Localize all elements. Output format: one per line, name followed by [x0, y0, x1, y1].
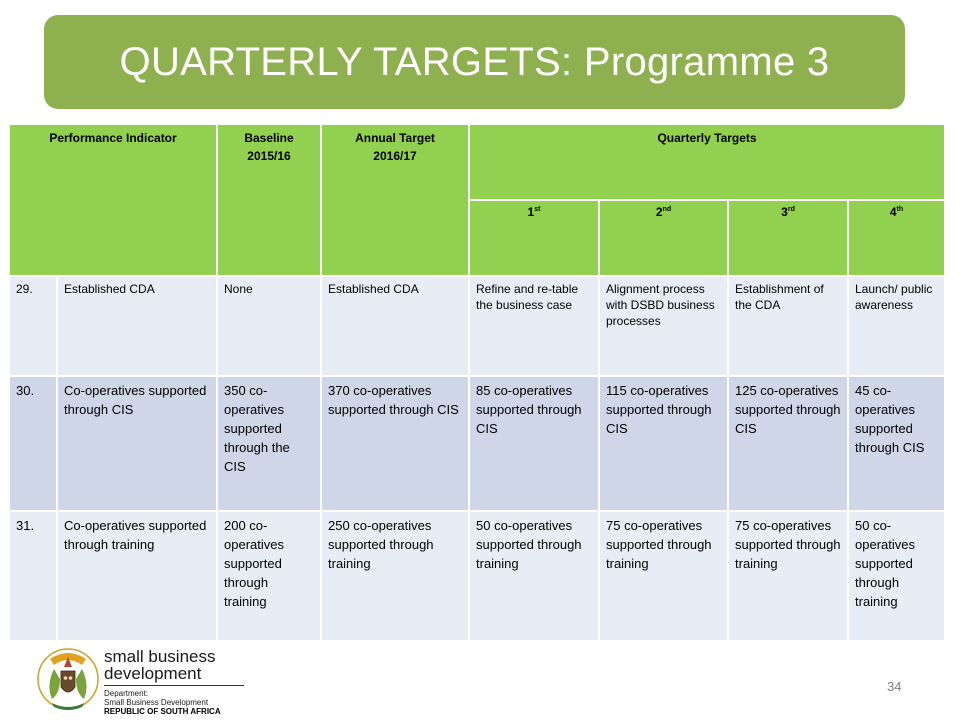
table-row [9, 276, 945, 376]
row-baseline: 350 co-operatives supported through the CIS [217, 376, 321, 511]
row-annual-target: 250 co-operatives supported through training [321, 511, 469, 641]
header-q4: 4th [848, 200, 945, 276]
department-brand [104, 648, 244, 716]
header-q3: 3rd [728, 200, 848, 276]
coat-of-arms-left-wheat-icon [49, 669, 60, 699]
row-number: 30. [9, 376, 57, 511]
brand-line-2: development [104, 664, 202, 683]
coat-of-arms-shield-icon [61, 671, 75, 692]
row-indicator: Co-operatives supported through training [57, 511, 217, 641]
brand-divider [104, 685, 244, 686]
row-baseline: 200 co-operatives supported through training [217, 511, 321, 641]
department-label: Department: [104, 689, 149, 698]
header-q1: 1st [469, 200, 599, 276]
coat-of-arms-motto-ribbon-icon [52, 703, 84, 710]
country-name: REPUBLIC OF SOUTH AFRICA [104, 707, 221, 716]
row-q2-target: 75 co-operatives supported through training [599, 511, 728, 641]
row-q1-target: Refine and re-table the business case [469, 276, 599, 376]
row-q1-target: 50 co-operatives supported through training [469, 511, 599, 641]
row-q1-target: 85 co-operatives supported through CIS [469, 376, 599, 511]
row-q2-target: Alignment process with DSBD business processes [599, 276, 728, 376]
row-q3-target: Establishment of the CDA [728, 276, 848, 376]
row-q4-target: Launch/ public awareness [848, 276, 945, 376]
table-row [9, 376, 945, 511]
quarterly-targets-table [8, 123, 946, 642]
row-number: 31. [9, 511, 57, 641]
row-q4-target: 45 co-operatives supported through CIS [848, 376, 945, 511]
row-annual-target: Established CDA [321, 276, 469, 376]
row-number: 29. [9, 276, 57, 376]
row-q4-target: 50 co-operatives supported through training [848, 511, 945, 641]
department-name: Small Business Development [104, 698, 209, 707]
row-indicator: Co-operatives supported through CIS [57, 376, 217, 511]
coat-of-arms-icon [32, 645, 104, 715]
row-q3-target: 75 co-operatives supported through training [728, 511, 848, 641]
row-baseline: None [217, 276, 321, 376]
page-title: QUARTERLY TARGETS: Programme 3 [119, 39, 830, 84]
row-q2-target: 115 co-operatives supported through CIS [599, 376, 728, 511]
title-banner [44, 15, 905, 109]
header-baseline: Baseline 2015/16 [217, 124, 321, 276]
header-annual-target: Annual Target 2016/17 [321, 124, 469, 276]
coat-of-arms-right-wheat-icon [76, 669, 87, 699]
header-q2: 2nd [599, 200, 728, 276]
page-number: 34 [887, 679, 902, 694]
brand-line-1: small business [104, 647, 216, 666]
header-quarterly-targets: Quarterly Targets [469, 124, 945, 200]
row-q3-target: 125 co-operatives supported through CIS [728, 376, 848, 511]
table-row [9, 511, 945, 641]
row-indicator: Established CDA [57, 276, 217, 376]
row-annual-target: 370 co-operatives supported through CIS [321, 376, 469, 511]
header-performance-indicator: Performance Indicator [9, 124, 217, 276]
